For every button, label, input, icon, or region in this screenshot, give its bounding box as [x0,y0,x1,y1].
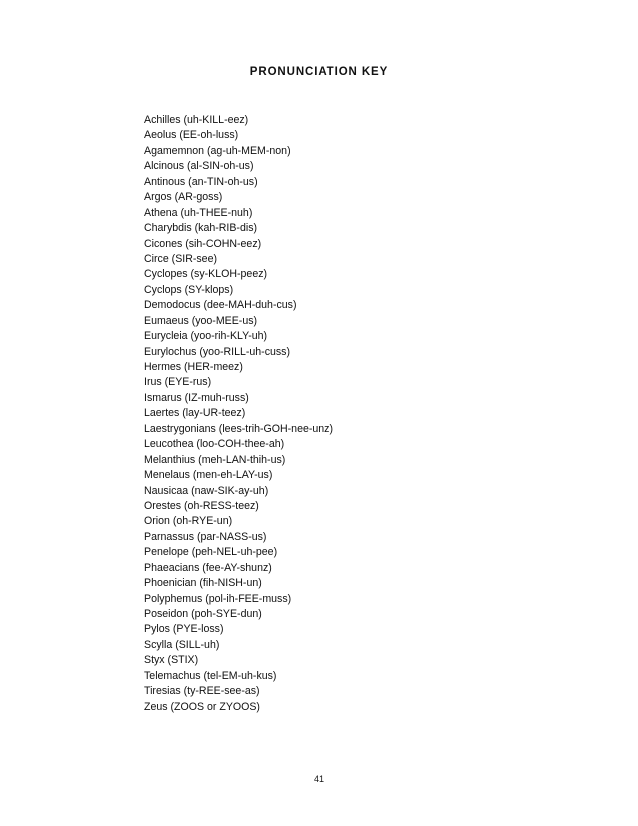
list-item: Phoenician (fih-NISH-un) [144,577,262,590]
list-item: Demodocus (dee-MAH-duh-cus) [144,299,297,312]
list-item: Irus (EYE-rus) [144,376,212,389]
list-item: Leucothea (loo-COH-thee-ah) [144,438,285,451]
list-item: Nausicaa (naw-SIK-ay-uh) [144,484,269,497]
list-item: Zeus (ZOOS or ZYOOS) [144,700,260,713]
list-item: Eumaeus (yoo-MEE-us) [144,314,258,327]
list-item: Antinous (an-TIN-oh-us) [144,175,258,188]
list-item: Cyclops (SY-klops) [144,283,234,296]
list-item: Orion (oh-RYE-un) [144,515,233,528]
list-item: Eurycleia (yoo-rih-KLY-uh) [144,330,268,343]
list-item: Charybdis (kah-RIB-dis) [144,222,258,235]
list-item: Melanthius (meh-LAN-thih-us) [144,453,286,466]
list-item: Laestrygonians (lees-trih-GOH-nee-unz) [144,422,333,435]
list-item: Parnassus (par-NASS-us) [144,530,267,543]
list-item: Phaeacians (fee-AY-shunz) [144,561,272,574]
list-item: Agamemnon (ag-uh-MEM-non) [144,144,291,157]
list-item: Achilles (uh-KILL-eez) [144,114,249,126]
list-item: Pylos (PYE-loss) [144,623,224,636]
list-item: Ismarus (IZ-muh-russ) [144,391,249,404]
list-item: Polyphemus (pol-ih-FEE-muss) [144,592,292,605]
list-item: Alcinous (al-SIN-oh-us) [144,160,254,173]
list-item: Styx (STIX) [144,654,199,667]
list-item: Penelope (peh-NEL-uh-pee) [144,546,278,559]
page-number: 41 [313,774,324,784]
list-item: Eurylochus (yoo-RILL-uh-cuss) [144,345,291,358]
list-item: Aeolus (EE-oh-luss) [144,129,239,142]
list-item: Laertes (lay-UR-teez) [144,407,246,420]
list-item: Cyclopes (sy-KLOH-peez) [144,268,268,281]
list-item: Scylla (SILL-uh) [144,638,220,651]
page-title: PRONUNCIATION KEY [249,66,389,78]
list-item: Argos (AR-goss) [144,191,223,204]
list-item: Telemachus (tel-EM-uh-kus) [144,669,277,682]
list-item: Circe (SIR-see) [144,252,217,265]
list-item: Athena (uh-THEE-nuh) [144,206,253,219]
list-item: Menelaus (men-eh-LAY-us) [144,469,273,482]
list-item: Tiresias (ty-REE-see-as) [144,685,260,698]
list-item: Hermes (HER-meez) [144,361,243,373]
list-item: Cicones (sih-COHN-eez) [144,237,262,250]
pronunciation-list [144,113,333,715]
list-item: Poseidon (poh-SYE-dun) [144,608,262,620]
list-item: Orestes (oh-RESS-teez) [144,499,259,512]
